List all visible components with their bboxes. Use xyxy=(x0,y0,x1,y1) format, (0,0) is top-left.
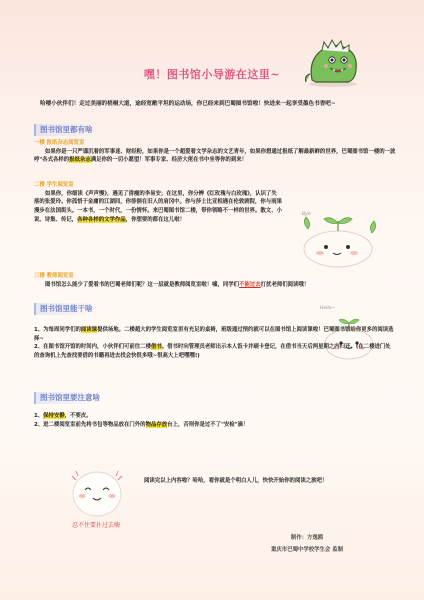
floor-3-text xyxy=(34,281,396,290)
floor-2-text-a: 如果你，你细读《声声慢》，遇见了清瘦的李易安；在这里，你分辨《红玫瑰与白玫瑰》，认识了失落的张爱玲。你孤悟于金庸的江湖间，你徘徊在旧人的肩冈中。你与莎士比亚相遇在伦敦剧院，你与雨果漫步在法国街头。一本书，一个时代，一份情怀。来巴蜀图书馆二楼，带你领略不一样的世界。散文、小说、诗集、传记， xyxy=(34,190,282,223)
section-heading-rules: 图书馆里要注意啥 xyxy=(34,392,104,404)
floor-2-highlight: 各种各样的文学作品 xyxy=(77,216,126,223)
floor-1-text-a: 如果你是一只严谨沉着的军事迷、财经粉，如果你是一个超爱看文学杂志的文艺青年，如果你想通过报纸了解最新鲜的世界，巴蜀图书馆一楼的一波哼"各式各样的 xyxy=(34,148,396,164)
page-title xyxy=(0,66,424,82)
sprout-note: Bye xyxy=(302,212,311,217)
service-1-highlight: 阅读课 xyxy=(80,327,98,333)
credit-maker: 制作：方逸鸥 xyxy=(290,535,324,541)
rule-2-highlight: 物品存放 xyxy=(145,421,168,428)
rule-item-2 xyxy=(34,421,396,430)
rule-2-text-b: 台上，否则你是过不了"安检"滴！ xyxy=(167,421,249,428)
section-heading-services: 图书馆里能干啥 xyxy=(34,303,97,315)
floor-3-block xyxy=(34,272,396,289)
sticker-caption: 忍不住要扑过去嗨 xyxy=(71,522,120,529)
rule-2-text-a: 2、进二楼阅览室前先将书包等物品放在门外的 xyxy=(34,421,146,428)
service-item-2 xyxy=(34,343,396,360)
rules-block xyxy=(34,412,396,429)
floor-1-text-b: 满足你的一切小愿望！军事专家、经济大佬在书中坐等你的到来！ xyxy=(90,157,248,164)
service-1-text-b: 提供场地。二楼超大的学生阅览室里有充足的桌椅，班级通过预约就可以在图书馆上阅读课啦！巴蜀图书馆给你更多的阅读选择~ xyxy=(34,327,394,342)
service-item-1 xyxy=(34,326,396,343)
section-heading-contents: 图书馆里都有啥 xyxy=(34,124,97,136)
floor-2-label: 二楼 学生阅览室 xyxy=(34,182,74,188)
floor-2-text-b: ，你想要的都在这儿啦！ xyxy=(125,216,185,223)
floor-2-text xyxy=(34,190,282,225)
intro-paragraph: 哈喽小伙伴们！走过美丽的梧桐大道，途经宽敞平坦的运动场，你已经来到巴蜀图书馆啦！快进来一起享受墨色书香吧~ xyxy=(40,101,336,107)
credit-organization: 重庆市巴蜀中学校学生会 监制 xyxy=(271,547,343,553)
mochi-sticker-icon xyxy=(66,458,128,522)
floor-1-block xyxy=(34,139,396,165)
rule-1-text-b: ，不要皮。 xyxy=(64,413,92,419)
services-block xyxy=(34,326,396,361)
floor-3-text-b: 打扰老师们阅读哦！ xyxy=(260,281,310,288)
service-2-text-a: 2、在图书馆开馆的时间内，小伙伴们可前往二楼 xyxy=(34,344,151,351)
floor-3-warning: 不能过去 xyxy=(239,281,261,288)
rule-1-highlight: 保持安静 xyxy=(43,413,65,419)
floor-1-text xyxy=(34,148,396,165)
mochi-note: Hello~ xyxy=(320,306,336,311)
rule-item-1 xyxy=(34,412,396,421)
service-2-highlight: 借书 xyxy=(150,344,162,351)
floor-3-label: 三楼 教师阅览室 xyxy=(34,273,74,279)
service-2-text-b: 。借书时向管理员老师出示本人饭卡并刷卡登记，在借书当天后两星期之内归还。(在二楼进门处的查询机上先查找要借的书籍再进去找会快很多哦~很高大上吧嘿嘿!) xyxy=(34,344,391,360)
rule-1-text-a: 1、 xyxy=(34,413,44,419)
closing-paragraph: 阅读完以上内容啦？哈哈，看你就是个明白人儿，快快开始你的阅读之旅吧！ xyxy=(144,478,328,484)
floor-1-label: 一楼 报纸杂志阅览室 xyxy=(34,140,85,146)
service-1-text-a: 1、为每周同学们的 xyxy=(34,327,81,333)
page-title-text: 嘿！图书馆小导游在这里~ xyxy=(143,68,281,81)
floor-2-block xyxy=(34,181,282,225)
floor-3-text-a: 图书馆怎么能少了爱看书的巴蜀老师们呢？这一层就是教师阅览室啦！嘘，同学们 xyxy=(45,281,240,288)
floor-1-highlight: 报纸杂志 xyxy=(69,157,91,164)
